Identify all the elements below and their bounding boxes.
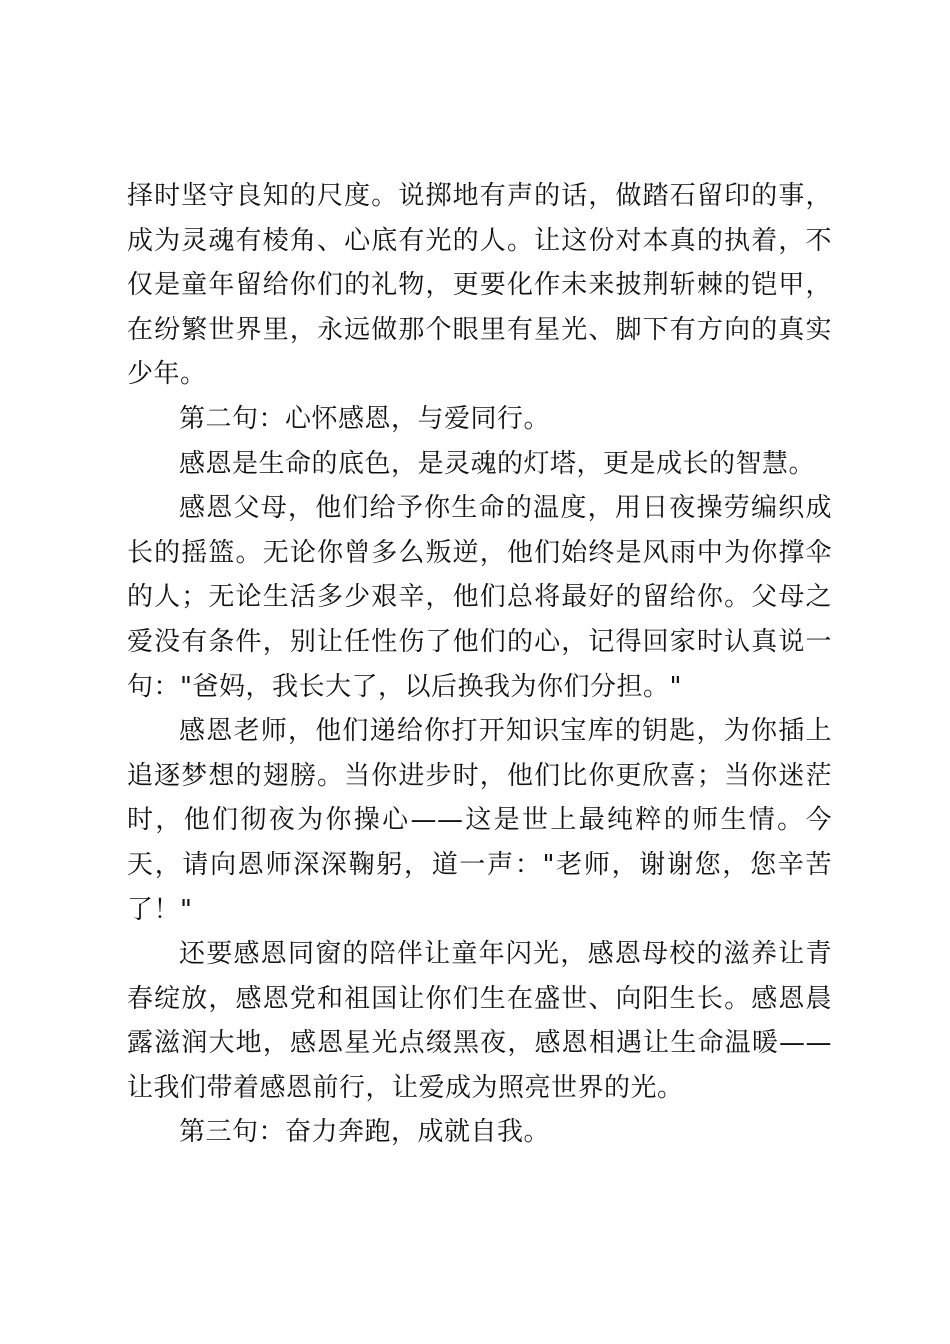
paragraph-gratitude-parents: 感恩父母，他们给予你生命的温度，用日夜操劳编织成长的摇篮。无论你曾多么叛逆，他们始终是风雨中为你撑伞的人；无论生活多少艰辛，他们总将最好的留给你。父母之爱没有条件，别让任性伤了他们的心，记得回家时认真说一句："爸妈，我长大了，以后换我为你们分担。" (127, 493, 832, 702)
section-heading-second: 第二句：心怀感恩，与爱同行。 (179, 403, 551, 434)
section-heading-third: 第三句：奋力奔跑，成就自我。 (179, 1117, 551, 1148)
body-text (127, 174, 832, 1155)
paragraph-gratitude-teachers: 感恩老师，他们递给你打开知识宝库的钥匙，为你插上追逐梦想的翅膀。当你进步时，他们比你更欣喜；当你迷茫时，他们彻夜为你操心——这是世上最纯粹的师生情。今天，请向恩师深深鞠躬，道一声："老师，谢谢您，您辛苦了！" (127, 716, 832, 925)
paragraph-continuation: 择时坚守良知的尺度。说掷地有声的话，做踏石留印的事，成为灵魂有棱角、心底有光的人。让这份对本真的执着，不仅是童年留给你们的礼物，更要化作未来披荆斩棘的铠甲，在纷繁世界里，永远做那个眼里有星光、脚下有方向的真实少年。 (127, 181, 832, 390)
paragraph-gratitude-intro: 感恩是生命的底色，是灵魂的灯塔，更是成长的智慧。 (179, 448, 816, 479)
paragraph-gratitude-others: 还要感恩同窗的陪伴让童年闪光，感恩母校的滋养让青春绽放，感恩党和祖国让你们生在盛世、向阳生长。感恩晨露滋润大地，感恩星光点缀黑夜，感恩相遇让生命温暖——让我们带着感恩前行，让爱成为照亮世界的光。 (127, 939, 832, 1103)
